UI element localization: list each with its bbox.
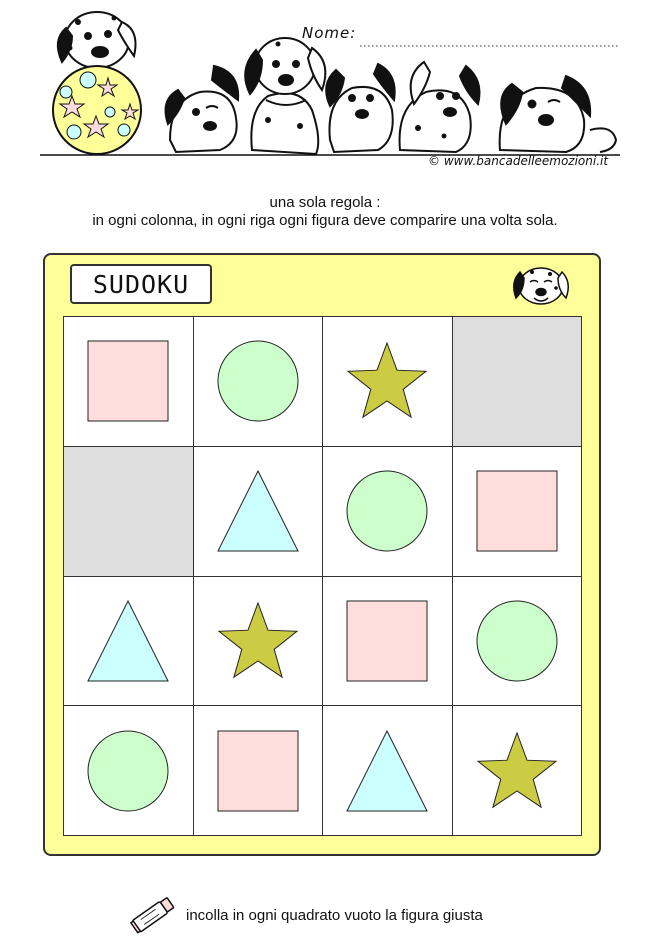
square-shape	[215, 728, 301, 814]
empty-cell[interactable]	[64, 447, 193, 576]
glue-stick-icon	[128, 893, 180, 935]
rule-title: una sola regola :	[269, 194, 381, 211]
star-shape	[215, 598, 301, 684]
square-shape	[344, 598, 430, 684]
circle-figure	[347, 471, 427, 551]
star-shape	[344, 338, 430, 424]
star-figure	[478, 733, 556, 807]
puppy-face-icon	[508, 260, 574, 308]
star-shape	[474, 728, 560, 814]
circle-shape	[85, 728, 171, 814]
triangle-shape	[344, 728, 430, 814]
copyright-text: © www.bancadelleemozioni.it	[428, 154, 609, 168]
square-shape	[85, 338, 171, 424]
sudoku-title: SUDOKU	[70, 264, 212, 304]
circle-figure	[218, 341, 298, 421]
grid-cell	[194, 706, 323, 835]
grid-cell	[453, 706, 582, 835]
grid-cell	[453, 447, 582, 576]
star-figure	[348, 343, 426, 417]
sudoku-grid	[63, 316, 582, 836]
circle-figure	[477, 601, 557, 681]
square-figure	[218, 731, 298, 811]
circle-shape	[474, 598, 560, 684]
circle-shape	[344, 468, 430, 554]
square-figure	[347, 601, 427, 681]
square-figure	[88, 341, 168, 421]
grid-cell	[323, 706, 452, 835]
rule-text: in ogni colonna, in ogni riga ogni figura deve comparire una volta sola.	[92, 212, 558, 229]
triangle-shape	[215, 468, 301, 554]
circle-shape	[215, 338, 301, 424]
grid-cell	[323, 447, 452, 576]
grid-cell	[453, 577, 582, 706]
grid-cell	[194, 577, 323, 706]
triangle-figure	[347, 731, 427, 811]
empty-cell[interactable]	[453, 317, 582, 446]
triangle-shape	[85, 598, 171, 684]
grid-cell	[64, 577, 193, 706]
grid-cell	[64, 317, 193, 446]
name-label: Nome:	[302, 24, 357, 42]
triangle-figure	[88, 601, 168, 681]
grid-cell	[323, 577, 452, 706]
circle-figure	[88, 731, 168, 811]
star-figure	[219, 603, 297, 677]
triangle-figure	[218, 471, 298, 551]
square-figure	[477, 471, 557, 551]
grid-cell	[64, 706, 193, 835]
footer-instruction: incolla in ogni quadrato vuoto la figura giusta	[186, 907, 483, 924]
grid-cell	[194, 447, 323, 576]
grid-cell	[194, 317, 323, 446]
square-shape	[474, 468, 560, 554]
grid-cell	[323, 317, 452, 446]
